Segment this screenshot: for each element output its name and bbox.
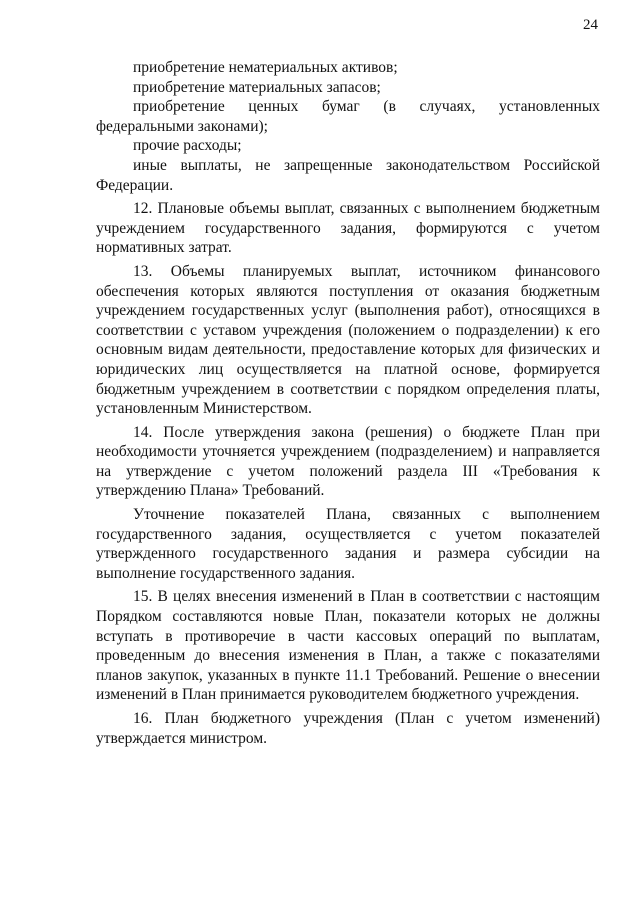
page-number: 24 (583, 17, 598, 33)
paragraph-item-16: 16. План бюджетного учреждения (План с учетом изменений) утверждается министром. (96, 710, 600, 747)
paragraph-state-task-clarification: Уточнение показателей Плана, связанных с выполнением государственного задания, осуществляется с учетом показателей утвержденного государственного задания и размера субсидии на выполнение государственного задания. (96, 506, 600, 582)
paragraph-other-expenses: прочие расходы; (133, 137, 242, 155)
paragraph-other-payments: иные выплаты, не запрещенные законодательством Российской Федерации. (96, 156, 600, 194)
paragraph-material-stocks: приобретение материальных запасов; (133, 78, 381, 96)
paragraph-item-13: 13. Объемы планируемых выплат, источником финансового обеспечения которых являются поступления от оказания бюджетным учреждением государственных услуг (выполнения работ), относящихся в соответствии с уставом учреждения (положением о подразделении) к его основным видам деятельности, предоставление которых для физических и юридических лиц осуществляется на платной основе, формируется бюджетным учреждением в соответствии с порядком определения платы, установленным Министерством. (96, 262, 600, 418)
paragraph-intangible-assets: приобретение нематериальных активов; (133, 59, 398, 76)
document-body (96, 58, 600, 748)
paragraph-securities: приобретение ценных бумаг (в случаях, установленных федеральными законами); (96, 98, 600, 135)
paragraph-item-14: 14. После утверждения закона (решения) о бюджете План при необходимости уточняется учреждением (подразделением) и направляется на утверждение с учетом положений раздела III «Требования к утверждению Плана» Требований. (96, 423, 600, 500)
paragraph-item-15: 15. В целях внесения изменений в План в соответствии с настоящим Порядком составляются новые План, показатели которых не должны вступать в противоречие в части кассовых операций по выплатам, проведенным до внесения изменения в План, а также с показателями планов закупок, указанных в пункте 11.1 Требований. Решение о внесении изменений в План принимается руководителем бюджетного учреждения. (96, 588, 600, 704)
paragraph-item-12: 12. Плановые объемы выплат, связанных с выполнением бюджетным учреждением государственного задания, формируются с учетом нормативных затрат. (96, 200, 600, 257)
